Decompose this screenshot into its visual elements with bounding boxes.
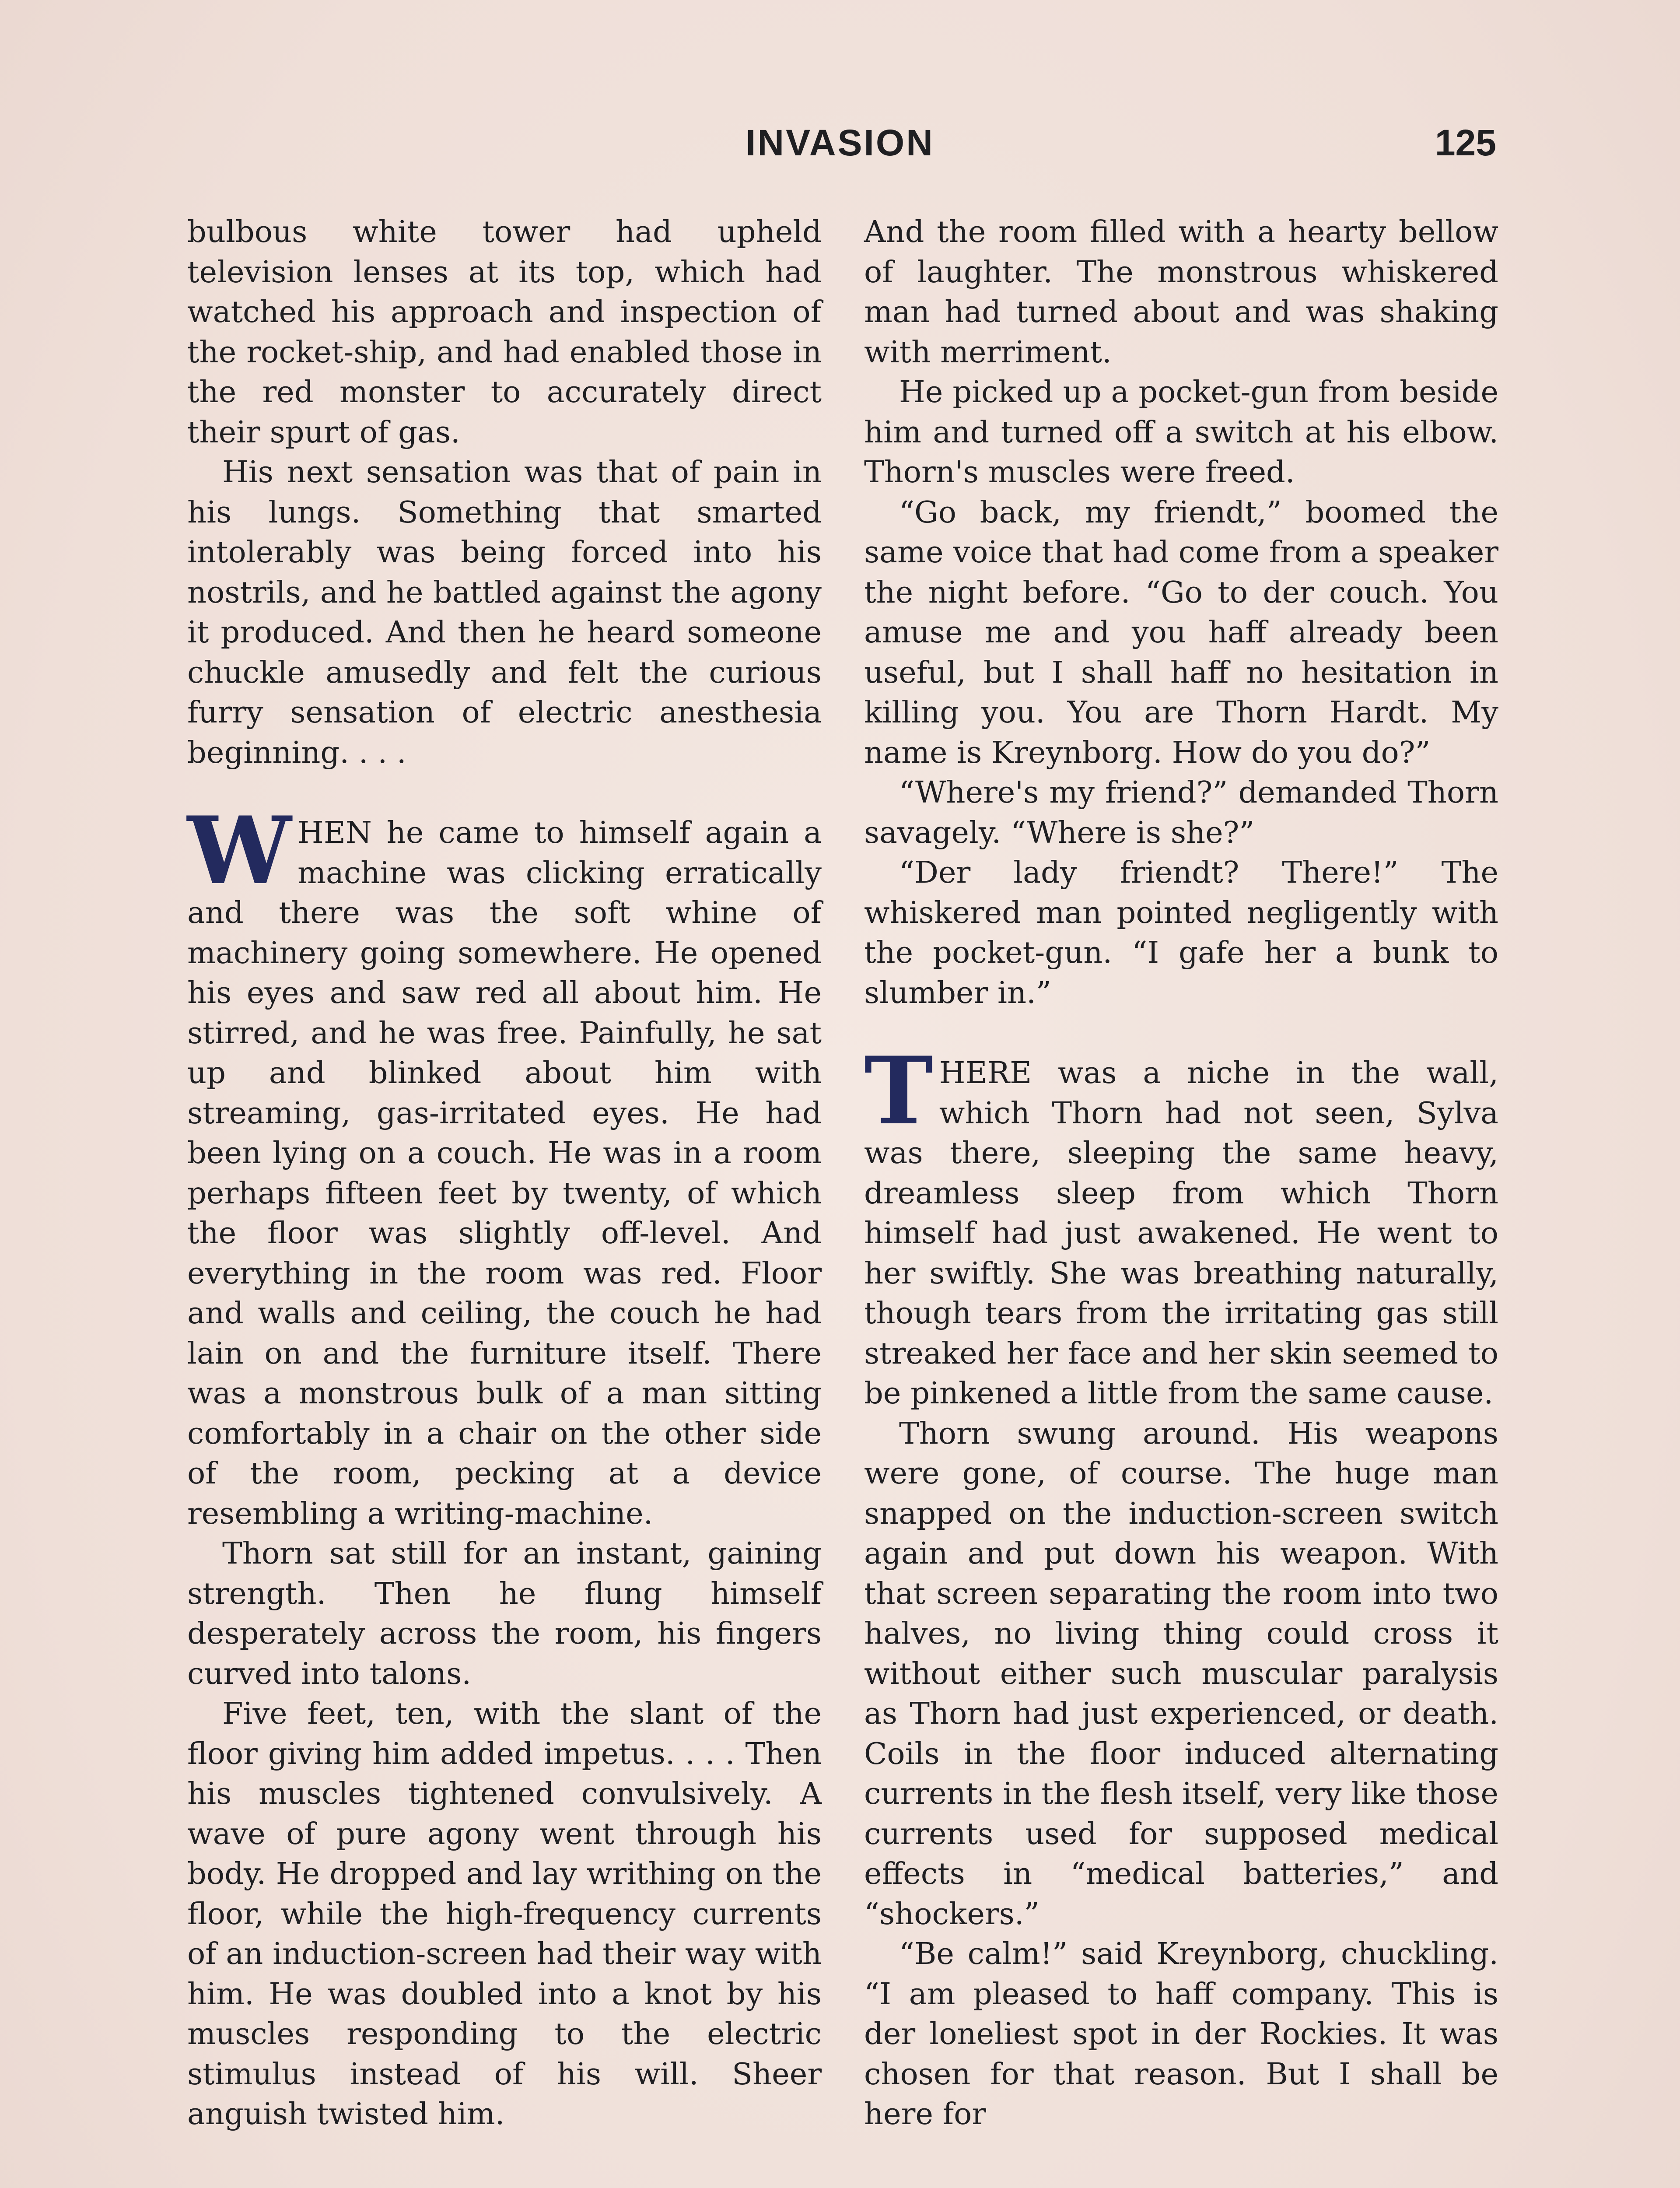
section-opening-paragraph: [864, 1036, 1498, 1414]
page-number: 125: [1435, 122, 1496, 163]
paragraph: “Be calm!” said Kreynborg, chuckling. “I am pleased to haff company. This is der loneliest spot in der Rockies. It was chosen for that reason. But I shall be here for: [864, 1936, 1498, 2132]
paragraph: “Where's my friend?” demanded Thorn savagely. “Where is she?”: [864, 775, 1498, 850]
paragraph: He picked up a pocket-gun from beside him and turned off a switch at his elbow. Thorn's muscles were freed.: [864, 375, 1498, 490]
paragraph: His next sensation was that of pain in his lungs. Something that smarted intolerably was being forced into his nostrils, and he battled against the agony it produced. And then he heard someone chuckle amusedly and felt the curious furry sensation of electric anesthesia beginning. . . .: [187, 455, 822, 770]
paragraph: bulbous white tower had upheld television lenses at its top, which had watched his approach and inspection of the rocket-ship, and had enabled those in the red monster to accurately direct their spurt of gas.: [187, 214, 822, 450]
paragraph: Thorn swung around. His weapons were gone, of course. The huge man snapped on the induction-screen switch again and put down his weapon. With that screen separating the room into two halves, no living thing could cross it without either such muscular paralysis as Thorn had just experienced, or death. Coils in the floor induced alternating currents in the flesh itself, very like those currents used for supposed medical effects in “medical batteries,” and “shockers.”: [864, 1416, 1498, 1932]
paragraph: “Der lady friendt? There!” The whiskered man pointed negligently with the pocket-gun. “I gafe her a bunk to slumber in.”: [864, 855, 1498, 1010]
section-opening-paragraph: [187, 796, 822, 1534]
lead-in-word: HERE: [939, 1055, 1032, 1090]
lead-in-word: HEN: [298, 815, 372, 850]
page-header: [0, 122, 1680, 170]
drop-cap: W: [187, 796, 292, 905]
paragraph: “Go back, my friendt,” boomed the same voice that had come from a speaker the night before. “Go to der couch. You amuse me and you haff already been useful, but I shall haff no hesitation in killing you. You are Thorn Hardt. My name is Kreynborg. How do you do?”: [864, 494, 1498, 770]
section-break: [864, 1036, 1498, 1414]
paragraph: Five feet, ten, with the slant of the floor giving him added impetus. . . . Then his muscles tightened convulsively. A wave of pure agony went through his body. He dropped and lay writhing on the floor, while the high-frequency currents of an induction-screen had their way with him. He was doubled into a knot by his muscles responding to the electric stimulus instead of his will. Sheer anguish twisted him.: [187, 1696, 822, 2132]
paragraph-text: was a niche in the wall, which Thorn had not seen, Sylva was there, sleeping the same heavy, dreamless sleep from which Thorn himself had just awakened. He went to her swiftly. She was breathing naturally, though tears from the irritating gas still streaked her face and her skin seemed to be pinkened a little from the same cause.: [864, 1055, 1498, 1411]
left-column: [187, 212, 822, 2135]
paragraph: And the room filled with a hearty bellow of laughter. The monstrous whiskered man had turned about and was shaking with merriment.: [864, 214, 1498, 370]
section-break: [187, 796, 822, 1534]
running-title: INVASION: [746, 122, 934, 163]
paragraph: Thorn sat still for an instant, gaining strength. Then he flung himself desperately across the room, his fingers curved into talons.: [187, 1536, 822, 1691]
drop-cap: T: [864, 1036, 933, 1145]
right-column: [864, 212, 1498, 2135]
paragraph-text: he came to himself again a machine was clicking erratically and there was the soft whine of machinery going somewhere. He opened his eyes and saw red all about him. He stirred, and he was free. Painfully, he sat up and blinked about him with streaming, gas-irritated eyes. He had been lying on a couch. He was in a room perhaps fifteen feet by twenty, of which the floor was slightly off-level. And everything in the room was red. Floor and walls and ceiling, the couch he had lain on and the furniture itself. There was a monstrous bulk of a man sitting comfortably in a chair on the other side of the room, pecking at a device resembling a writing-machine.: [187, 815, 822, 1531]
